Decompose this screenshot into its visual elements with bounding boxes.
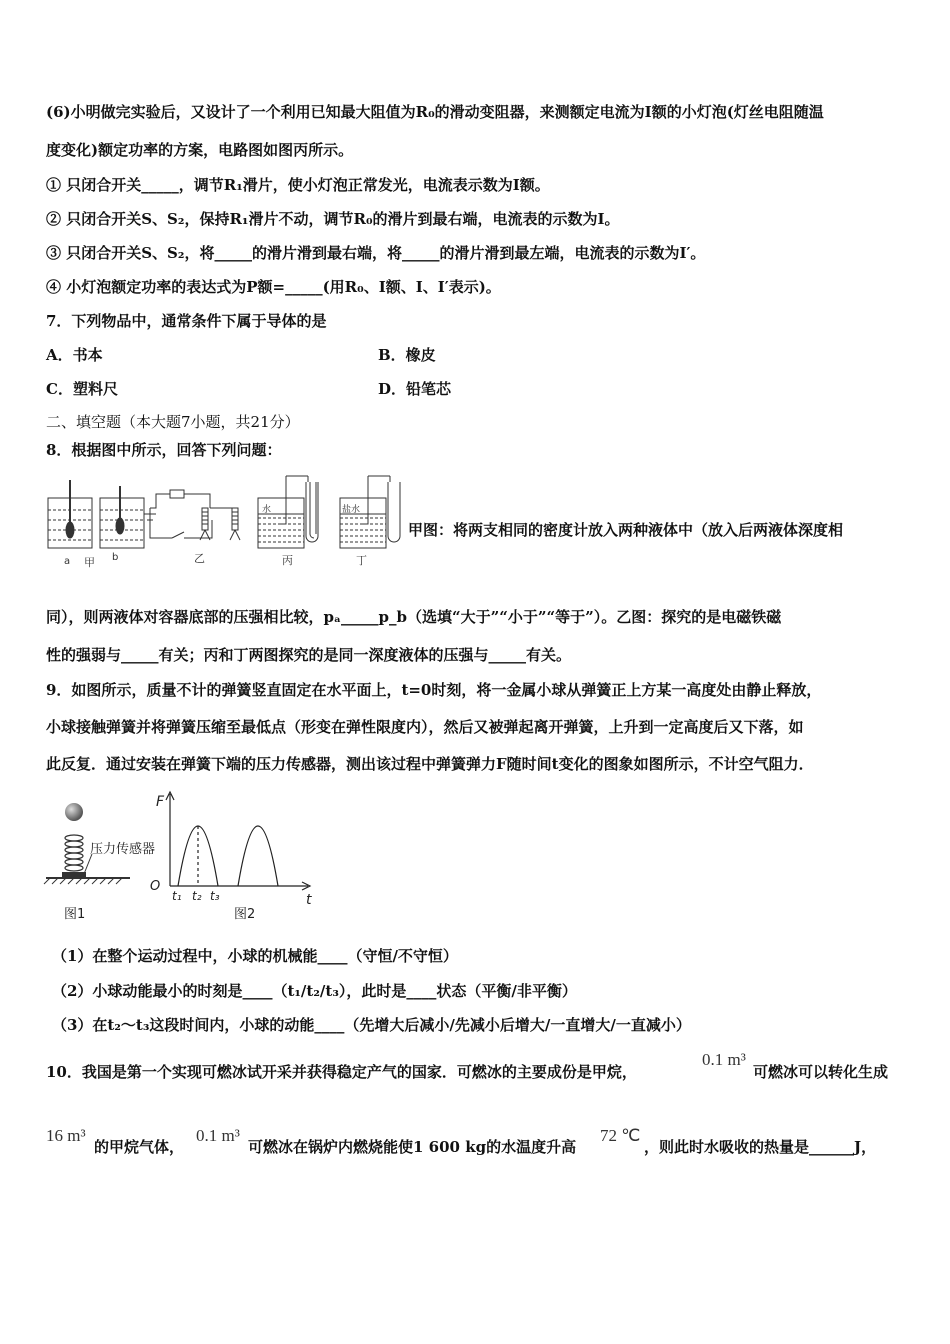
fig-label-bing: 丙 (282, 554, 293, 567)
fig-label-salt: 盐水 (342, 505, 361, 515)
q7-option-c: C．塑料尺 (46, 380, 118, 398)
q6-line1: (6)小明做完实验后，又设计了一个利用已知最大阻值为R₀的滑动变阻器，来测额定电流为I额的小灯泡(灯丝电阻随温 (46, 103, 824, 121)
q7-option-b: B．橡皮 (378, 346, 436, 364)
t2-label: t₂ (192, 889, 202, 903)
spring (65, 835, 83, 871)
q6-step1: ① 只闭合开关_____，调节R₁滑片，使小灯泡正常发光，电流表示数为I额。 (46, 176, 550, 194)
q6-step4: ④ 小灯泡额定功率的表达式为P额=_____(用R₀、I额、I、I′表示)。 (46, 278, 501, 296)
pressure-sensor (62, 872, 86, 877)
f-axis-label: F (156, 794, 165, 810)
q9-line2: 小球接触弹簧并将弹簧压缩至最低点（形变在弹性限度内），然后又被弹起离开弹簧，上升到一定高度后又下落，如 (46, 718, 804, 736)
q10-temperature: 72 ℃ (600, 1126, 641, 1145)
figure-1-caption: 图1 (64, 907, 86, 922)
q9-sub3: （3）在t₂～t₃这段时间内，小球的动能____（先增大后减小/先减小后增大/一直增大/一直减小） (52, 1016, 691, 1034)
q9-line3: 此反复．通过安装在弹簧下端的压力传感器，测出该过程中弹簧弹力F随时间t变化的图象如图所示，不计空气阻力． (46, 755, 814, 773)
q6-step3: ③ 只闭合开关S、S₂，将_____的滑片滑到最右端，将_____的滑片滑到最左端，电流表的示数为I′。 (46, 244, 706, 262)
sensor-label: 压力传感器 (90, 842, 156, 857)
q7-stem: 7．下列物品中，通常条件下属于导体的是 (46, 312, 327, 330)
q10-volume-2: 16 m³ (46, 1126, 86, 1145)
fig-label-ding: 丁 (356, 554, 367, 567)
q10-volume-1: 0.1 m³ (702, 1050, 746, 1069)
fig-label-water: 水 (262, 505, 272, 515)
q8-line2: 同），则两液体对容器底部的压强相比较，pₐ_____p_b（选填“大于”“小于”“等于”）。乙图：探究的是电磁铁磁 (46, 608, 782, 626)
q6-line2: 度变化)额定功率的方案，电路图如图丙所示。 (46, 141, 354, 159)
q8-line1: 甲图：将两支相同的密度计放入两种液体中（放入后两液体深度相 (408, 521, 844, 539)
q7-option-a: A．书本 (46, 346, 103, 364)
fig-label-b: b (112, 552, 119, 563)
fig-label-jia: 甲 (84, 556, 95, 569)
origin-label: O (150, 879, 161, 894)
t-axis-label: t (306, 892, 312, 908)
force-pulse-2 (238, 826, 278, 886)
q9-sub2: （2）小球动能最小的时刻是____（t₁/t₂/t₃），此时是____状态（平衡/非平衡） (52, 982, 577, 1000)
metal-ball (65, 803, 83, 821)
q10-line2c: ，则此时水吸收的热量是______J， (644, 1138, 877, 1156)
q8-line3: 性的强弱与_____有关；丙和丁两图探究的是同一深度液体的压强与_____有关。 (46, 646, 572, 664)
section-heading: 二、填空题（本大题7小题，共21分） (46, 413, 300, 431)
q6-step2: ② 只闭合开关S、S₂，保持R₁滑片不动，调节R₀的滑片到最右端，电流表的示数为I。 (46, 210, 620, 228)
q10-line2b: 可燃冰在锅炉内燃烧能使1 600 kg的水温度升高 (248, 1138, 577, 1156)
q10-line1a: 10．我国是第一个实现可燃冰试开采并获得稳定产气的国家．可燃冰的主要成份是甲烷， (46, 1063, 637, 1081)
t1-label: t₁ (172, 889, 182, 903)
q8-stem: 8．根据图中所示，回答下列问题： (46, 441, 282, 459)
fig-label-yi: 乙 (194, 552, 205, 565)
figure-2-caption: 图2 (234, 907, 256, 922)
q7-option-d: D．铅笔芯 (378, 380, 452, 398)
q8-figure (44, 468, 406, 572)
q10-volume-3: 0.1 m³ (196, 1126, 240, 1145)
fig-label-a: a (64, 556, 71, 567)
q9-line1: 9．如图所示，质量不计的弹簧竖直固定在水平面上，t=0时刻，将一金属小球从弹簧正上方某一高度处由静止释放， (46, 681, 822, 699)
t3-label: t₃ (210, 889, 220, 903)
q9-figure-2 (140, 786, 330, 930)
q10-line2a: 的甲烷气体， (94, 1138, 185, 1156)
q10-line1b: 可燃冰可以转化生成 (753, 1063, 889, 1081)
q9-sub1: （1）在整个运动过程中，小球的机械能____（守恒/不守恒） (52, 947, 458, 965)
